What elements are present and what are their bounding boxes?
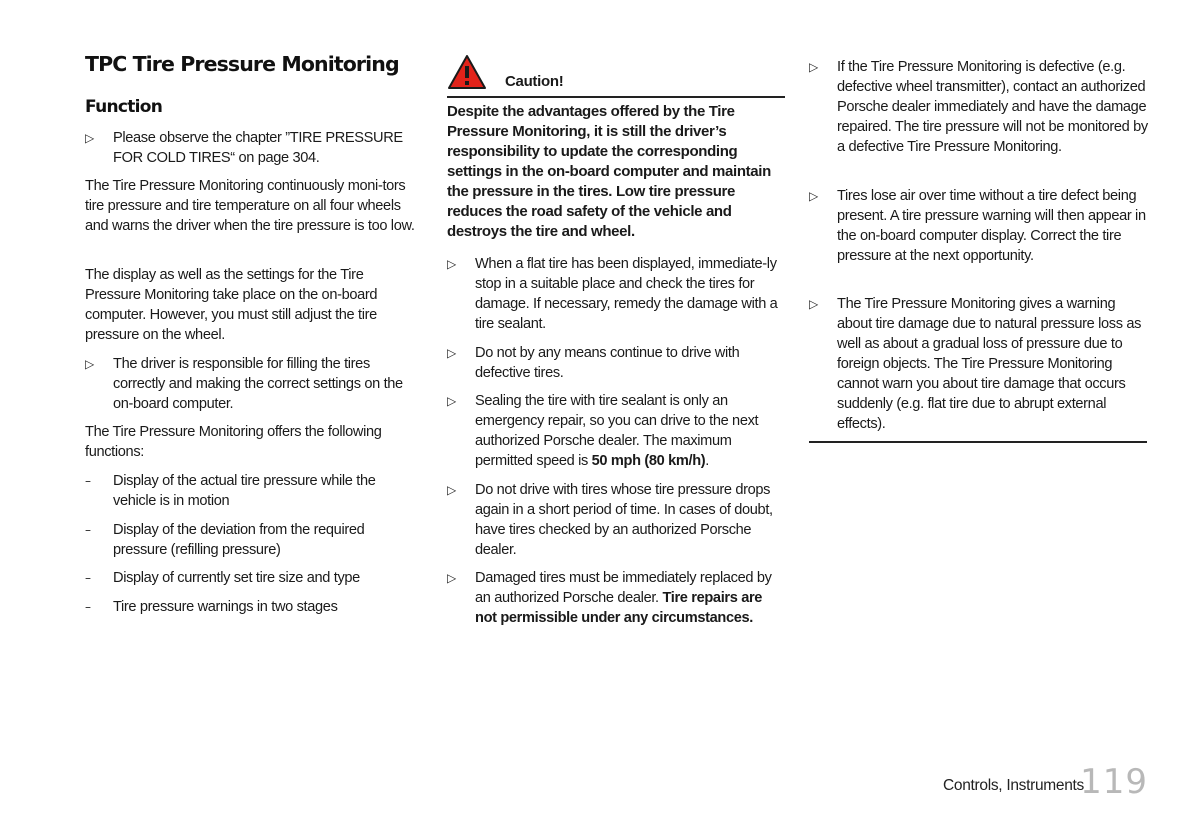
speed-limit: 50 mph (80 km/h): [591, 453, 706, 469]
instruction-item: [809, 186, 1149, 286]
function-text: Display of currently set tire size and type: [113, 570, 360, 586]
instruction-arrow-icon: ▷: [447, 571, 456, 585]
caution-end-rule: [809, 441, 1147, 443]
instruction-item: [809, 294, 1149, 434]
paragraph: [85, 265, 420, 345]
warning-triangle-icon: [447, 54, 487, 90]
instruction-arrow-icon: ▷: [85, 357, 94, 371]
instruction-text-part: Sealing the tire with tire sealant is only an emergency repair, so you can drive to the next authorized Porsche dealer. The maximum permitted speed is: [475, 393, 759, 469]
page-number: 119: [1080, 762, 1148, 802]
caution-header: [447, 54, 785, 98]
instruction-text: Please observe the chapter ”TIRE PRESSURE FOR COLD TIRES“ on page 304.: [113, 130, 403, 166]
instruction-text-emphasis: Tire repairs are not permissible under any circumstances.: [475, 590, 763, 626]
caution-label: Caution!: [505, 73, 564, 90]
instruction-arrow-icon: ▷: [809, 60, 818, 74]
instruction-text: When a flat tire has been displayed, immediate-ly stop in a suitable place and check the tires for damage. If necessary, remedy the damage with a tire sealant.: [475, 256, 778, 332]
function-list-item: [85, 520, 420, 560]
paragraph: [85, 176, 420, 236]
paragraph-text: The Tire Pressure Monitoring continuously moni-tors tire pressure and tire temperature on all four wheels and warns the driver when the tire pressure is too low.: [85, 178, 415, 234]
instruction-arrow-icon: ▷: [809, 297, 818, 311]
dash-marker: –: [85, 523, 91, 537]
instruction-arrow-icon: ▷: [447, 483, 456, 497]
instruction-text-part: Damaged tires must be immediately replaced by an authorized Porsche dealer.: [475, 570, 772, 606]
function-text: Display of the actual tire pressure while the vehicle is in motion: [113, 473, 376, 509]
instruction-text: Tires lose air over time without a tire defect being present. A tire pressure warning will then appear in the on-board computer display. Correct the tire pressure at the next opportunity.: [837, 188, 1146, 264]
instruction-item: [809, 57, 1149, 177]
instruction-item: [447, 568, 787, 648]
section-heading-function: Function: [85, 97, 163, 117]
instruction-text: Do not drive with tires whose tire pressure drops again in a short period of time. In cases of doubt, have tires checked by an authorized Porsche dealer.: [475, 482, 773, 558]
instruction-item: [447, 480, 787, 560]
instruction-arrow-icon: ▷: [447, 346, 456, 360]
dash-marker: –: [85, 571, 91, 585]
function-list-item: [85, 597, 420, 617]
function-list-item: [85, 568, 420, 588]
function-text: Tire pressure warnings in two stages: [113, 599, 338, 615]
instruction-text: If the Tire Pressure Monitoring is defective (e.g. defective wheel transmitter), contact an authorized Porsche dealer immediately and have the damage repaired. The tire pressure will not be monitored by a defective Tire Pressure Monitoring.: [837, 59, 1148, 155]
instruction-text-part: .: [705, 453, 709, 469]
caution-text: Despite the advantages offered by the Tire Pressure Monitoring, it is still the driver’s responsibility to update the corresponding settings in the on-board computer and maintain the pressure in the tires. Low tire pressure reduces the road safety of the vehicle and destroys the tire and wheel.: [447, 103, 771, 240]
instruction-arrow-icon: ▷: [447, 394, 456, 408]
paragraph-text: The Tire Pressure Monitoring offers the following functions:: [85, 424, 382, 460]
instruction-arrow-icon: ▷: [447, 257, 456, 271]
instruction-text: The driver is responsible for filling the tires correctly and making the correct settings on the on-board computer.: [113, 356, 403, 412]
instruction-item: [447, 254, 787, 334]
function-list-item: [85, 471, 420, 511]
dash-marker: –: [85, 600, 91, 614]
instruction-text: [475, 391, 787, 471]
footer-section-title: Controls, Instruments: [942, 777, 1084, 794]
paragraph: [85, 422, 420, 462]
instruction-text: The Tire Pressure Monitoring gives a warning about tire damage due to natural pressure loss as well as about a gradual loss of pressure due to foreign objects. The Tire Pressure Monitoring cannot warn you about tire damage that occurs suddenly (e.g. flat tire due to abrupt external effects).: [837, 296, 1142, 432]
instruction-item: [447, 391, 787, 471]
page-title: TPC Tire Pressure Monitoring: [85, 52, 399, 76]
instruction-text: [475, 568, 787, 628]
instruction-arrow-icon: ▷: [809, 189, 818, 203]
instruction-item: [85, 354, 420, 414]
instruction-item: [85, 128, 420, 168]
instruction-item: [447, 343, 787, 383]
instruction-text: Do not by any means continue to drive with defective tires.: [475, 345, 740, 381]
dash-marker: –: [85, 474, 91, 488]
paragraph-text: The display as well as the settings for the Tire Pressure Monitoring take place on the on-board computer. However, you must still adjust the tire pressure on the wheel.: [85, 267, 378, 343]
function-text: Display of the deviation from the required pressure (refilling pressure): [113, 522, 365, 558]
instruction-arrow-icon: ▷: [85, 131, 94, 145]
